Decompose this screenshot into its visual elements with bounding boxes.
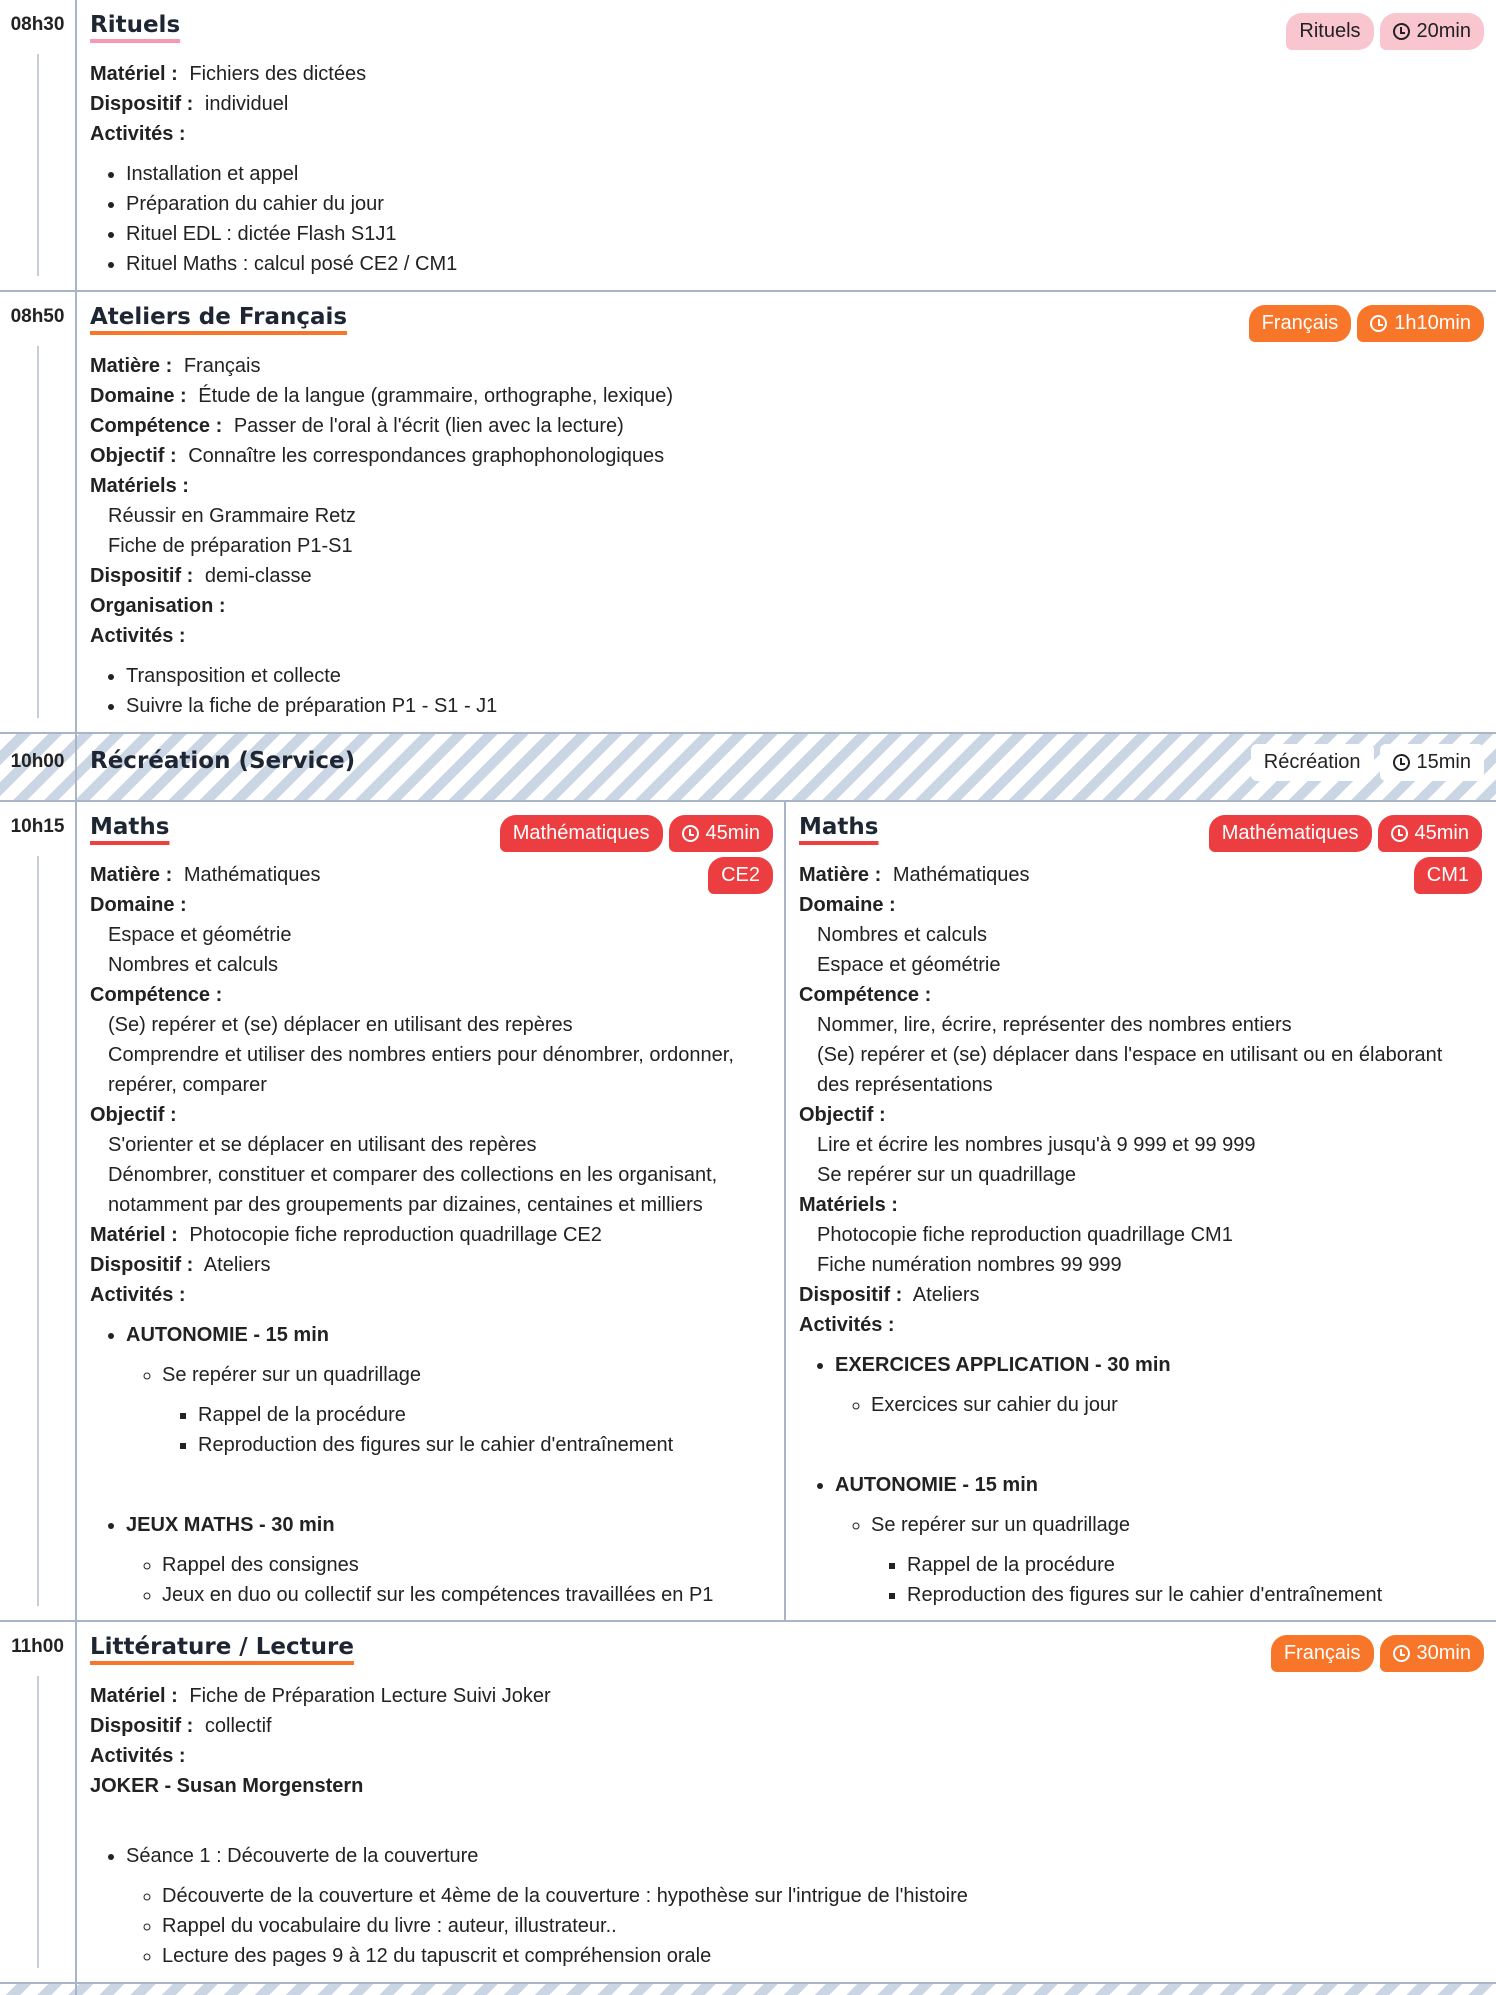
session-details: Matériel : Fiche de Préparation Lecture Suivi Joker Dispositif : collectif Activités : JOKER - Susan Morgenstern • Séance 1 : Découverte de la couverture ◦ Découverte de la couverture et 4ème de la couverture : hypothèse sur l'intrigue de l'histoire ◦ Rappel du vocabulaire du livre : auteur, illustrateur.. ◦ Lecture des pages 9 à 12 du tapuscrit et compréhension orale [90, 1681, 1484, 1971]
session-badges [1286, 13, 1484, 50]
list-item: ◦ Se repérer sur un quadrillage ▪ Rappel de la procédure ▪ Reproduction des figures sur le cahier d'entraînement [871, 1510, 1482, 1610]
list-item: • Préparation du cahier du jour [126, 189, 1484, 219]
list-item: ▪ Reproduction des figures sur le cahier d'entraînement [907, 1580, 1482, 1610]
session-title[interactable]: Maths [90, 814, 170, 840]
time-line [37, 1676, 39, 1968]
list-item: • AUTONOMIE - 15 min ◦ Se repérer sur un quadrillage ▪ Rappel de la procédure ▪ Reproduction des figures sur le cahier d'entraînement [835, 1470, 1482, 1610]
subject-badge: Français [1249, 305, 1352, 342]
session-title[interactable]: Littérature / Lecture [90, 1634, 354, 1660]
list-item: • Installation et appel [126, 159, 1484, 189]
list-item: • Suivre la fiche de préparation P1 - S1 - J1 [126, 691, 1484, 721]
column-divider [784, 802, 786, 1620]
materiel-value: Fichiers des dictées [189, 63, 367, 85]
session-francais [0, 292, 1496, 734]
list-item: ◦ Découverte de la couverture et 4ème de la couverture : hypothèse sur l'intrigue de l'histoire [162, 1881, 1484, 1911]
time-line [37, 54, 39, 276]
level-badge: CE2 [708, 857, 773, 894]
session-recreation [0, 734, 1496, 802]
session-lecture [0, 1622, 1496, 1984]
activities-list [799, 1350, 1482, 1610]
session-maths [0, 802, 1496, 1622]
session-rituels [0, 0, 1496, 292]
list-item: ◦ Rappel du vocabulaire du livre : auteur, illustrateur.. [162, 1911, 1484, 1941]
session-details: Matière : Français Domaine : Étude de la langue (grammaire, orthographe, lexique) Compétence : Passer de l'oral à l'écrit (lien avec la lecture) Objectif : Connaître les correspondances graphophonologiques Matériels : Réussir en Grammaire Retz Fiche de préparation P1-S1 Dispositif : demi-classe Organisation : Activités : • Transposition et collecte • Suivre la fiche de préparation P1 - S1 - J1 [90, 351, 1484, 721]
time-label: 10h00 [10, 751, 65, 772]
subject-badge: Rituels [1286, 13, 1373, 50]
time-column [0, 802, 77, 1620]
activities-list [90, 1841, 1484, 1971]
session-badges [1249, 305, 1484, 342]
list-item: ◦ Jeux en duo ou collectif sur les compétences travaillées en P1 [162, 1580, 773, 1610]
session-title[interactable]: Récréation (Service) [90, 748, 356, 774]
duration-badge: 1h10min [1357, 305, 1484, 342]
clock-icon [1393, 1645, 1410, 1662]
time-line [37, 856, 39, 1606]
activities-list [90, 159, 1484, 279]
list-item: ▪ Rappel de la procédure [198, 1400, 773, 1430]
subject-badge: Français [1271, 1635, 1374, 1672]
time-column [0, 292, 77, 732]
clock-icon [1393, 754, 1410, 771]
session-badges [500, 815, 773, 852]
list-item: • Rituel Maths : calcul posé CE2 / CM1 [126, 249, 1484, 279]
list-item: ▪ Reproduction des figures sur le cahier d'entraînement [198, 1430, 773, 1460]
session-title[interactable]: Rituels [90, 12, 181, 38]
time-label: 08h50 [10, 306, 65, 327]
activities-list [90, 1320, 773, 1610]
clock-icon [682, 825, 699, 842]
dispositif-value: individuel [204, 93, 289, 115]
duration-badge: 30min [1380, 1635, 1484, 1672]
time-column [0, 0, 77, 290]
time-label: 08h30 [10, 14, 65, 35]
duration-badge: 45min [1378, 815, 1482, 852]
book-title: JOKER - Susan Morgenstern [90, 1775, 364, 1797]
time-label: 11h00 [11, 1636, 64, 1657]
duration-badge: 20min [1380, 13, 1484, 50]
subject-badge: Récréation [1251, 744, 1374, 781]
session-details: Matériel : Fichiers des dictées Dispositif : individuel Activités : • Installation et appel • Préparation du cahier du jour • Rituel EDL : dictée Flash S1J1 • Rituel Maths : calcul posé CE2 / CM1 [90, 59, 1484, 279]
time-column [0, 1622, 77, 1982]
subject-badge: Mathématiques [500, 815, 663, 852]
clock-icon [1393, 23, 1410, 40]
list-item: • JEUX MATHS - 30 min ◦ Rappel des consignes ◦ Jeux en duo ou collectif sur les compétences travaillées en P1 [126, 1510, 773, 1610]
list-item: ◦ Se repérer sur un quadrillage ▪ Rappel de la procédure ▪ Reproduction des figures sur le cahier d'entraînement [162, 1360, 773, 1460]
session-title[interactable]: Maths [799, 814, 879, 840]
clock-icon [1370, 315, 1387, 332]
level-badge: CM1 [1414, 857, 1482, 894]
time-column [0, 734, 77, 800]
list-item: ▪ Rappel de la procédure [907, 1550, 1482, 1580]
subject-badge: Mathématiques [1209, 815, 1372, 852]
session-badges [1209, 815, 1482, 852]
session-badges [1271, 1635, 1484, 1672]
session-details: Matière : Mathématiques Domaine : Espace et géométrie Nombres et calculs Compétence : (Se) repérer et (se) déplacer en utilisant des repères Comprendre et utiliser des nombres entiers pour dénombrer, ordonner, repérer, comparer Objectif : S'orienter et se déplacer en utilisant des repères Dénombrer, constituer et comparer des collections en les organisant, notamment par des groupements par dizaines, centaines et milliers Matériel : Photocopie fiche reproduction quadrillage CE2 Dispositif : Ateliers Activités : • AUTONOMIE - 15 min ◦ Se repérer sur un quadrillage ▪ Rappel de la procédure ▪ Reproduction des figures sur le cahier d'entraînement • JEUX MATHS - 30 min ◦ Rappel des consignes ◦ Jeux en duo ou collectif sur les compétences travaillées en P1 [90, 860, 773, 1610]
session-details: Matière : Mathématiques Domaine : Nombres et calculs Espace et géométrie Compétence : Nommer, lire, écrire, représenter des nombres entiers (Se) repérer et (se) déplacer dans l'espace en utilisant ou en élaborant des représentations Objectif : Lire et écrire les nombres jusqu'à 9 999 et 99 999 Se repérer sur un quadrillage Matériels : Photocopie fiche reproduction quadrillage CM1 Fiche numération nombres 99 999 Dispositif : Ateliers Activités : • EXERCICES APPLICATION - 30 min ◦ Exercices sur cahier du jour • AUTONOMIE - 15 min ◦ Se repérer sur un quadrillage ▪ Rappel de la procédure ▪ Reproduction des figures sur le cahier d'entraînement [799, 860, 1482, 1610]
list-item: ◦ Rappel des consignes [162, 1550, 773, 1580]
time-label: 10h15 [10, 816, 65, 837]
list-item: • Transposition et collecte [126, 661, 1484, 691]
list-item: • EXERCICES APPLICATION - 30 min ◦ Exercices sur cahier du jour [835, 1350, 1482, 1420]
time-line [37, 346, 39, 718]
list-item: • Séance 1 : Découverte de la couverture ◦ Découverte de la couverture et 4ème de la couverture : hypothèse sur l'intrigue de l'histoire ◦ Rappel du vocabulaire du livre : auteur, illustrateur.. ◦ Lecture des pages 9 à 12 du tapuscrit et compréhension orale [126, 1841, 1484, 1971]
list-item: • AUTONOMIE - 15 min ◦ Se repérer sur un quadrillage ▪ Rappel de la procédure ▪ Reproduction des figures sur le cahier d'entraînement [126, 1320, 773, 1460]
list-item: • Rituel EDL : dictée Flash S1J1 [126, 219, 1484, 249]
next-session-strip [0, 1984, 1496, 1995]
activities-list [90, 661, 1484, 721]
session-title[interactable]: Ateliers de Français [90, 304, 348, 330]
clock-icon [1391, 825, 1408, 842]
duration-badge: 15min [1380, 744, 1484, 781]
time-column-border [75, 1984, 77, 1995]
list-item: ◦ Exercices sur cahier du jour [871, 1390, 1482, 1420]
list-item: ◦ Lecture des pages 9 à 12 du tapuscrit et compréhension orale [162, 1941, 1484, 1971]
duration-badge: 45min [669, 815, 773, 852]
session-badges [1251, 744, 1484, 781]
